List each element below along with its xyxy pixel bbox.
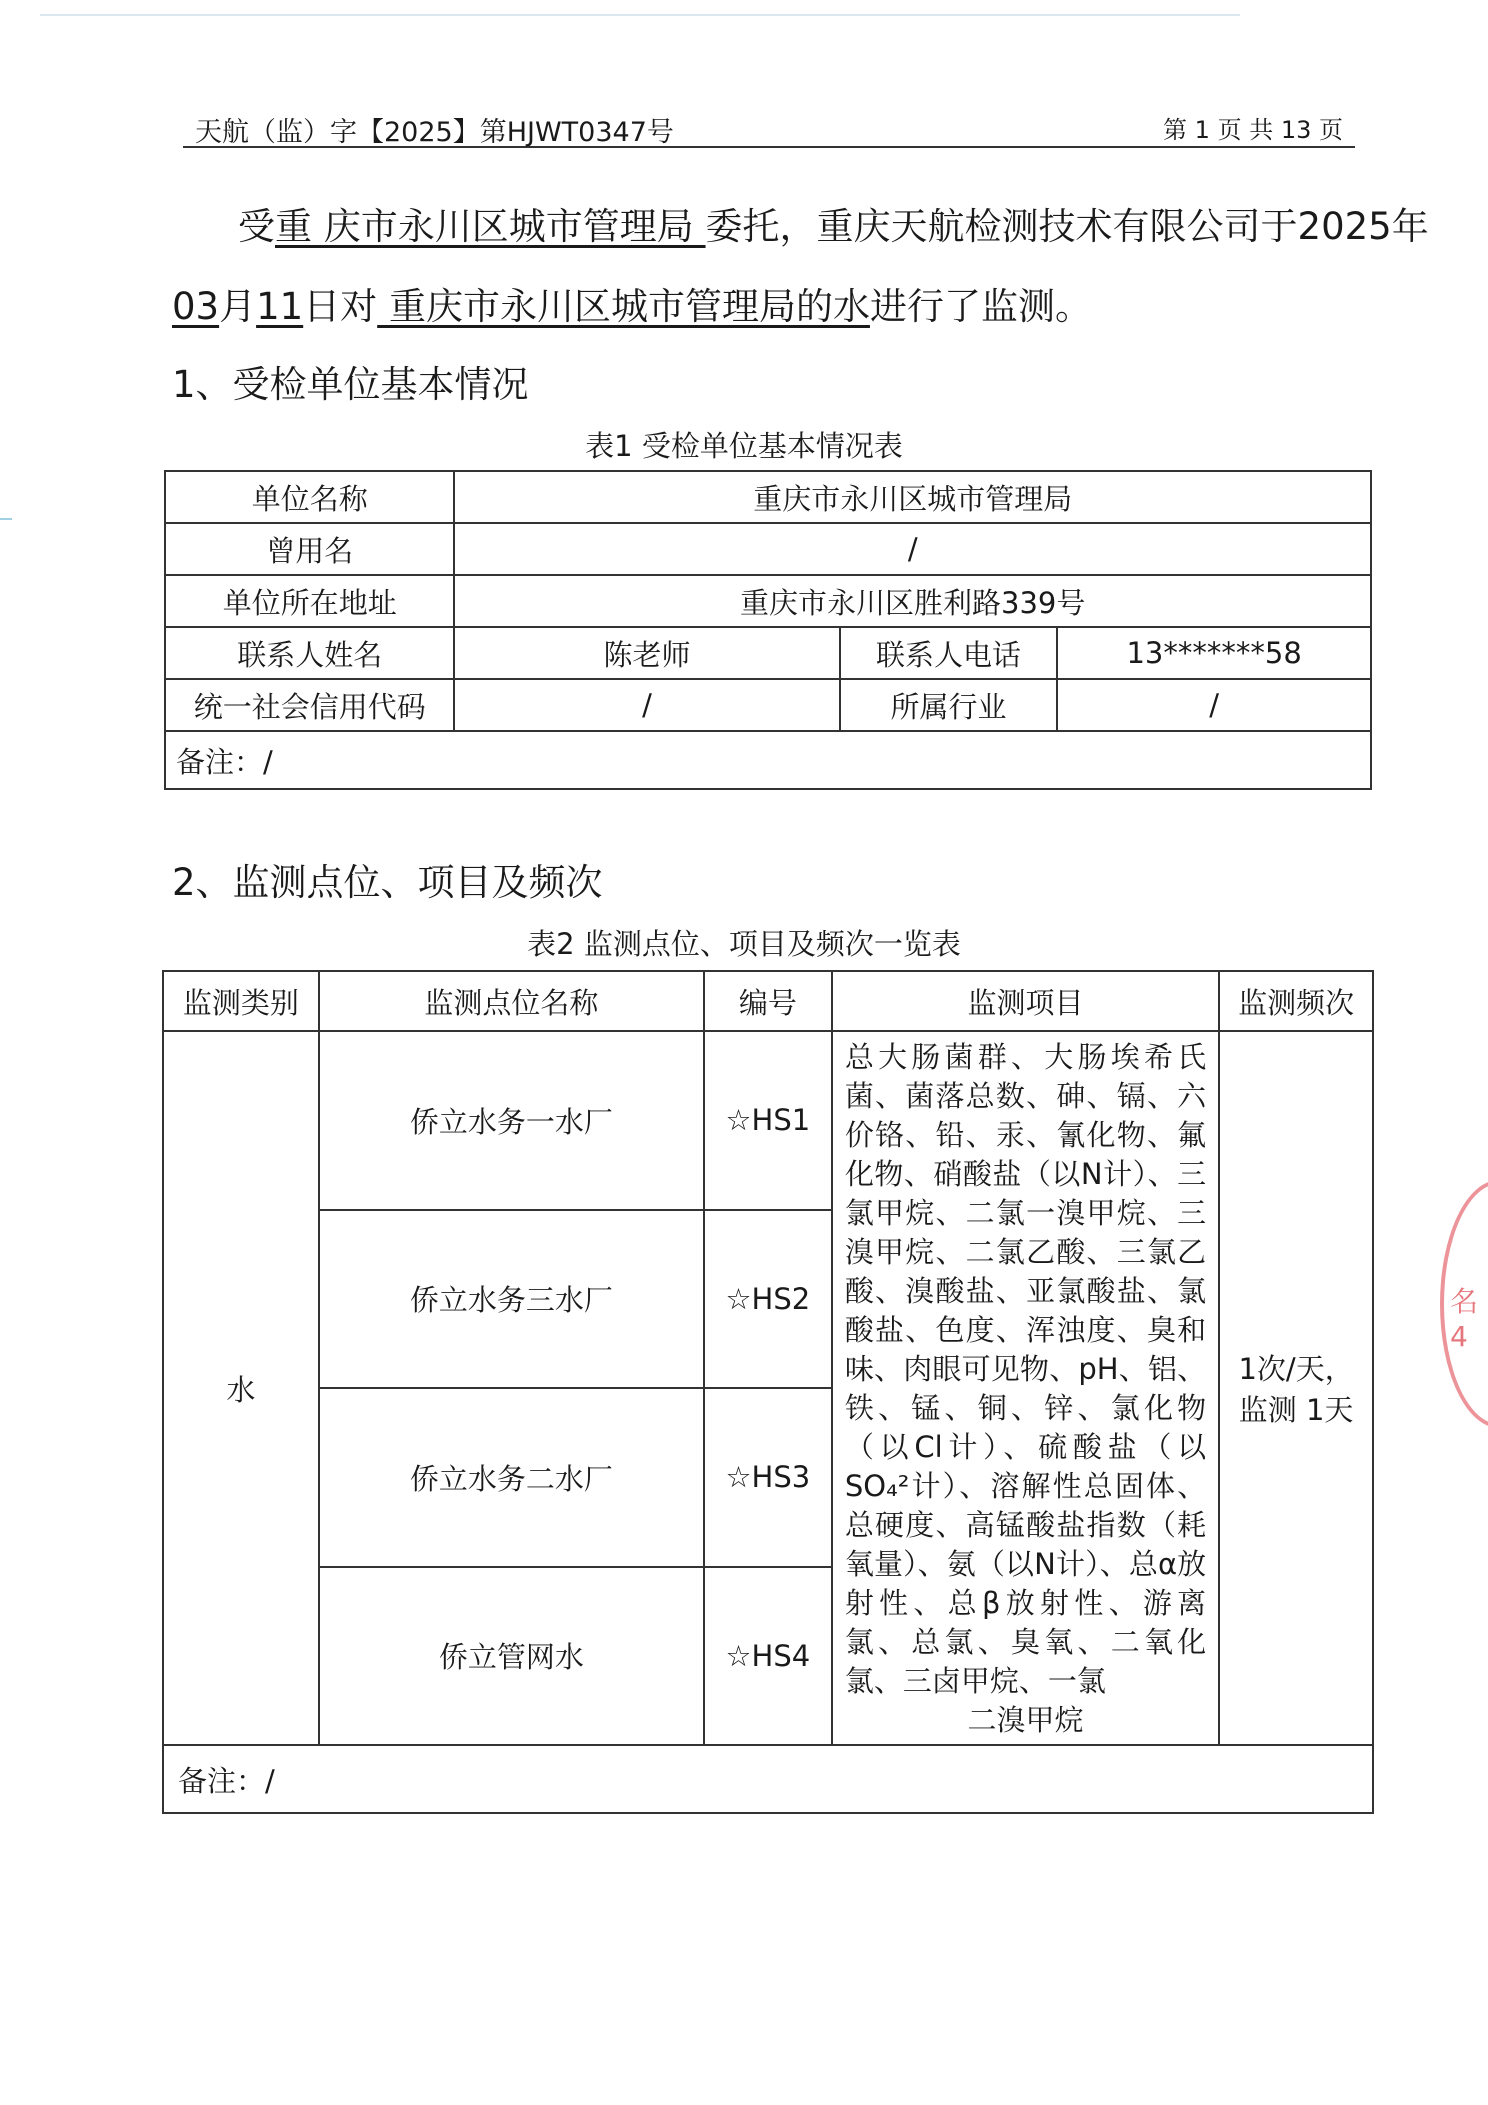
contact-label: 联系人姓名 xyxy=(165,627,454,679)
page-counter: 第 1 页 共 13 页 xyxy=(1163,116,1343,144)
page-header xyxy=(183,108,1355,148)
frequency-line: 1次/天， xyxy=(1238,1352,1354,1386)
site-name: 侨立水务二水厂 xyxy=(319,1388,704,1567)
report-number: 天航（监）字【2025】第HJWT0347号 xyxy=(195,117,674,148)
monitoring-plan-table xyxy=(162,970,1374,1814)
table-row xyxy=(165,575,1371,627)
table-row xyxy=(165,523,1371,575)
credit-code-value: / xyxy=(454,679,839,731)
former-name-label: 曾用名 xyxy=(165,523,454,575)
site-code: ☆HS4 xyxy=(704,1567,832,1746)
scan-edge-mark xyxy=(0,518,12,520)
monitoring-items-last-line: 二溴甲烷 xyxy=(967,1703,1084,1737)
table-2-caption: 表2 监测点位、项目及频次一览表 xyxy=(527,927,961,961)
intro-text: 受 xyxy=(238,205,275,248)
phone-value: 13*******58 xyxy=(1057,627,1371,679)
contact-value: 陈老师 xyxy=(454,627,839,679)
company-seal xyxy=(1440,1180,1488,1428)
column-header: 编号 xyxy=(704,971,832,1031)
site-code: ☆HS3 xyxy=(704,1388,832,1567)
intro-text: 委托，重庆天航检测技术有限公司于2025年 xyxy=(705,205,1429,248)
unit-name-value: 重庆市永川区城市管理局 xyxy=(454,471,1371,523)
frequency-line: 监测 1天 xyxy=(1238,1393,1354,1427)
unit-name-label: 单位名称 xyxy=(165,471,454,523)
site-name: 侨立水务一水厂 xyxy=(319,1031,704,1210)
category-cell: 水 xyxy=(163,1031,319,1745)
section-2-title: 2、监测点位、项目及频次 xyxy=(172,861,603,904)
scan-top-line xyxy=(40,14,1240,16)
section-1-title: 1、受检单位基本情况 xyxy=(172,363,529,406)
column-header: 监测点位名称 xyxy=(319,971,704,1031)
unit-info-table xyxy=(164,470,1372,790)
client-name: 重 庆市永川区城市管理局 xyxy=(275,205,706,248)
column-header: 监测类别 xyxy=(163,971,319,1031)
site-code: ☆HS1 xyxy=(704,1031,832,1210)
seal-text: 4 xyxy=(1450,1320,1468,1353)
credit-code-label: 统一社会信用代码 xyxy=(165,679,454,731)
monitoring-items: 总大肠菌群、大肠埃希氏菌、菌落总数、砷、镉、六价铬、铅、汞、氰化物、氟化物、硝酸盐（以N计）、三氯甲烷、二氯一溴甲烷、三溴甲烷、二氯乙酸、三氯乙酸、溴酸盐、亚氯酸盐、氯酸盐、色度、浑浊度、臭和味、肉眼可见物、pH、铝、铁、锰、铜、锌、氯化物（以Cl计）、硫酸盐（以SO₄²计）、溶解性总固体、总硬度、高锰酸盐指数（耗氧量）、氨（以N计）、总α放射性、总β放射性、游离氯、总氯、臭氧、二氧化氯、三卤甲烷、一氯 xyxy=(844,1040,1207,1698)
industry-value: / xyxy=(1057,679,1371,731)
monitor-subject: 重庆市永川区城市管理局的水 xyxy=(377,285,870,328)
table-row xyxy=(165,731,1371,789)
intro-text: 月 xyxy=(219,285,257,328)
intro-text: 进行了监测。 xyxy=(869,285,1092,328)
site-code: ☆HS2 xyxy=(704,1210,832,1389)
table-1-caption: 表1 受检单位基本情况表 xyxy=(585,429,903,463)
site-name: 侨立水务三水厂 xyxy=(319,1210,704,1389)
monitor-day: 11 xyxy=(256,285,304,328)
phone-label: 联系人电话 xyxy=(840,627,1058,679)
address-value: 重庆市永川区胜利路339号 xyxy=(454,575,1371,627)
frequency-cell xyxy=(1219,1031,1373,1745)
table-row xyxy=(165,471,1371,523)
table-row xyxy=(165,627,1371,679)
monitor-month: 03 xyxy=(172,285,220,328)
column-header: 监测频次 xyxy=(1219,971,1373,1031)
table-2-note: 备注：/ xyxy=(163,1745,1373,1813)
table-row xyxy=(163,1031,1373,1210)
address-label: 单位所在地址 xyxy=(165,575,454,627)
industry-label: 所属行业 xyxy=(840,679,1058,731)
intro-line-1 xyxy=(172,196,1429,250)
former-name-value: / xyxy=(454,523,1371,575)
table-row xyxy=(165,679,1371,731)
seal-text: 名 xyxy=(1450,1285,1479,1318)
column-header: 监测项目 xyxy=(832,971,1219,1031)
table-header-row xyxy=(163,971,1373,1031)
table-1-note: 备注：/ xyxy=(165,731,1371,789)
site-name: 侨立管网水 xyxy=(319,1567,704,1746)
table-row xyxy=(163,1745,1373,1813)
intro-line-2 xyxy=(172,276,1372,330)
intro-text: 日对 xyxy=(303,285,378,328)
monitoring-items-cell xyxy=(832,1031,1219,1745)
